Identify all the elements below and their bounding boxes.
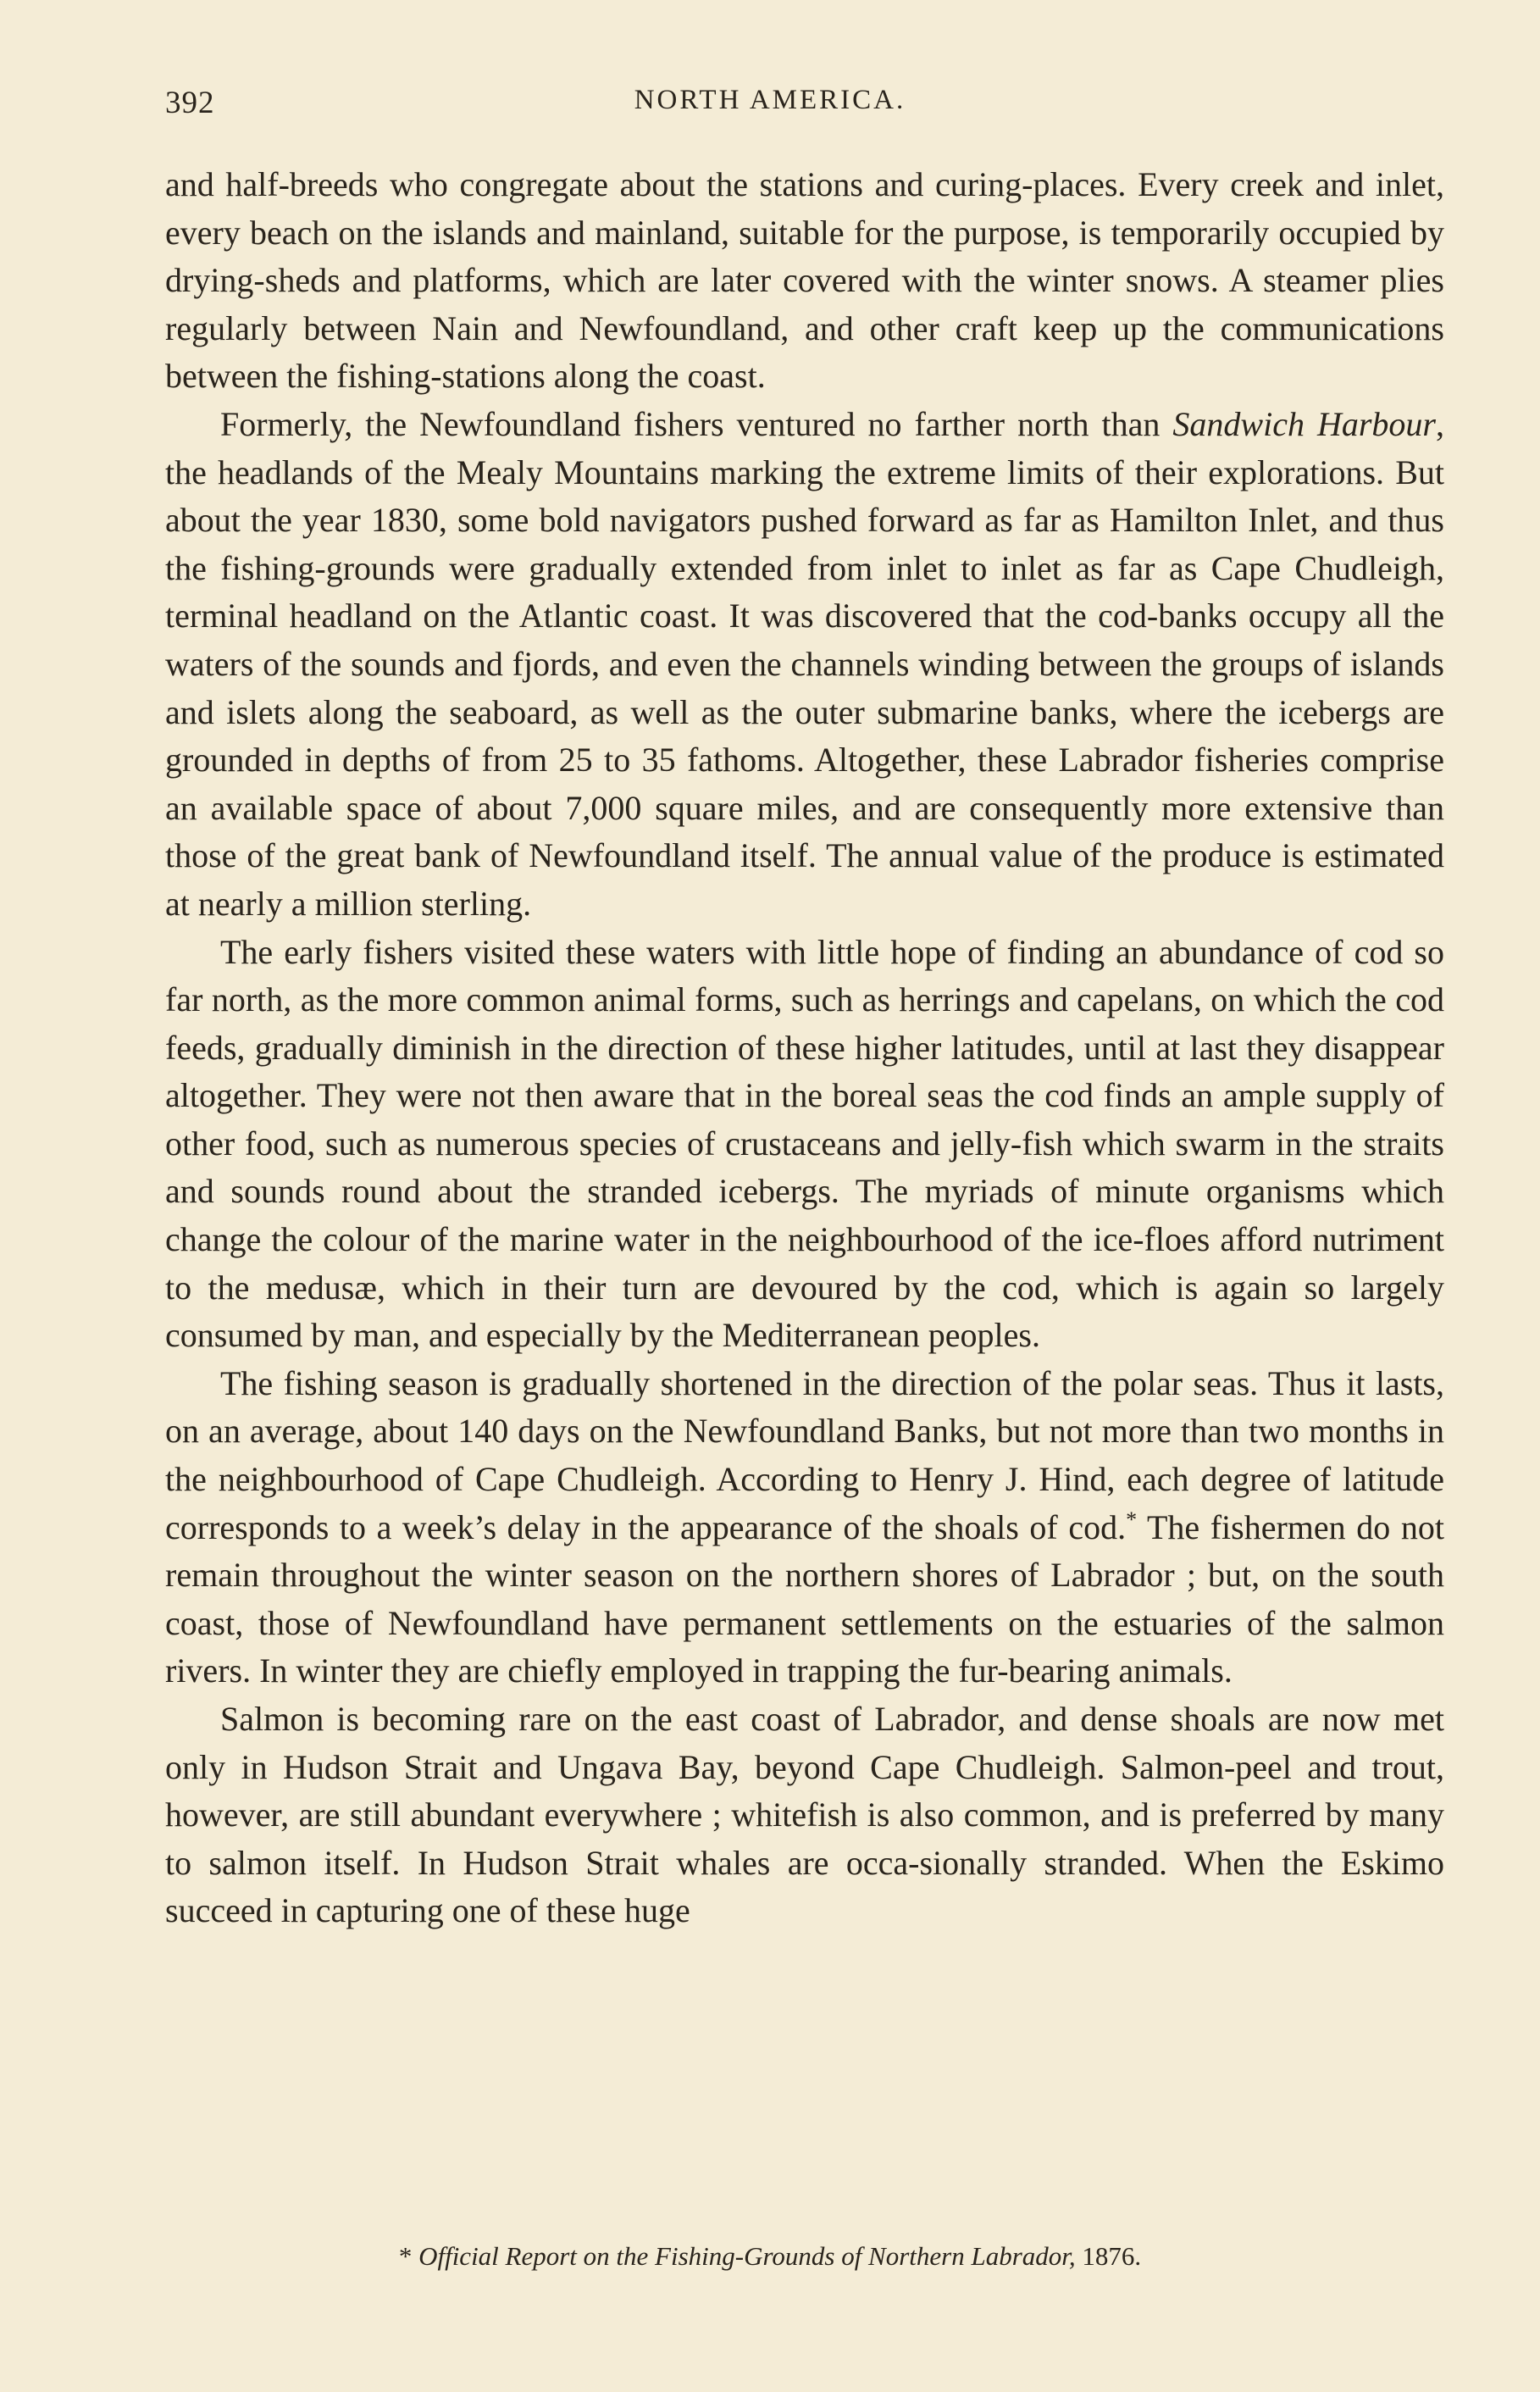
running-head: NORTH AMERICA. [634, 85, 906, 115]
paragraph-text: The early fishers visited these waters with little hope of finding an abundance of cod so far north, as the more common animal forms, such as herrings and capelans, on which the cod feeds, gradually diminish in the direction of these higher latitudes, until at last they disappear altogether. They were not then aware that in the boreal seas the cod finds an ample supply of other food, such as numerous species of crustaceans and jelly-fish which swarm in the straits and sounds round about the stranded icebergs. The myriads of minute organisms which change the colour of the marine water in the neighbourhood of the ice-floes afford nutriment to the medusæ, which in their turn are devoured by the cod, which is again so largely consumed by man, and especially by the Mediterranean peoples. [165, 932, 1444, 1355]
paragraph-text: The fishing season is gradually shortened in the direction of the polar seas. Thus it lasts, on an average, about 140 days on the Newfoundland Banks, but not more than two months in the neighbourhood of Cape Chudleigh. According to Henry J. Hind, each degree of latitude corresponds to a week’s delay in the appearance of the shoals of cod. [165, 1363, 1444, 1546]
paragraph-text: Formerly, the Newfoundland fishers ventured no farther north than [220, 404, 1173, 443]
footnote-mark: * [398, 2241, 413, 2271]
paragraph [165, 929, 1444, 1360]
footnote-title: Official Report on the Fishing-Grounds of Northern Labrador, [418, 2241, 1076, 2271]
footnote-year: 1876. [1082, 2241, 1142, 2271]
paragraph [165, 1695, 1444, 1935]
paragraph-text: , the headlands of the Mealy Mountains marking the extreme limits of their explorations. But about the year 1830, some bold navigators pushed forward as far as Hamilton Inlet, and thus the fishing-grounds were gradually extended from inlet to inlet as far as Cape Chudleigh, terminal headland on the Atlantic coast. It was discovered that the cod-banks occupy all the waters of the sounds and fjords, and even the channels winding between the groups of islands and islets along the seaboard, as well as the outer submarine banks, where the icebergs are grounded in depths of from 25 to 35 fathoms. Altogether, these Labrador fisheries comprise an available space of about 7,000 square miles, and are consequently more extensive than those of the great bank of Newfoundland itself. The annual value of the produce is estimated at nearly a million sterling. [165, 404, 1444, 923]
paragraph-text: The fishermen do not remain throughout the winter season on the northern shores of Labrador ; but, on the south coast, those of Newfoundland have permanent settlements on the estuaries of the salmon rivers. In winter they are chiefly employed in trapping the fur-bearing animals. [165, 1507, 1444, 1690]
body-text [165, 161, 1444, 1935]
footnote [0, 2241, 1540, 2272]
footnote-reference[interactable]: * [1126, 1507, 1138, 1532]
paragraph [165, 1360, 1444, 1695]
paragraph-continued [165, 161, 1444, 401]
page-number: 392 [165, 86, 215, 120]
paragraph-text: and half-breeds who congregate about the stations and curing-places. Every creek and inlet, every beach on the islands and mainland, suitable for the purpose, is temporarily occupied by drying-sheds and platforms, which are later covered with the winter snows. A steamer plies regularly between Nain and Newfoundland, and other craft keep up the communications between the fishing-stations along the coast. [165, 165, 1444, 396]
paragraph-text: Salmon is becoming rare on the east coast of Labrador, and dense shoals are now met only in Hudson Strait and Ungava Bay, beyond Cape Chudleigh. Salmon-peel and trout, however, are still abundant everywhere ; whitefish is also common, and is preferred by many to salmon itself. In Hudson Strait whales are occa-sionally stranded. When the Eskimo succeed in capturing one of these huge [165, 1700, 1444, 1930]
place-name-italic: Sandwich Harbour [1172, 404, 1436, 443]
paragraph [165, 401, 1444, 929]
